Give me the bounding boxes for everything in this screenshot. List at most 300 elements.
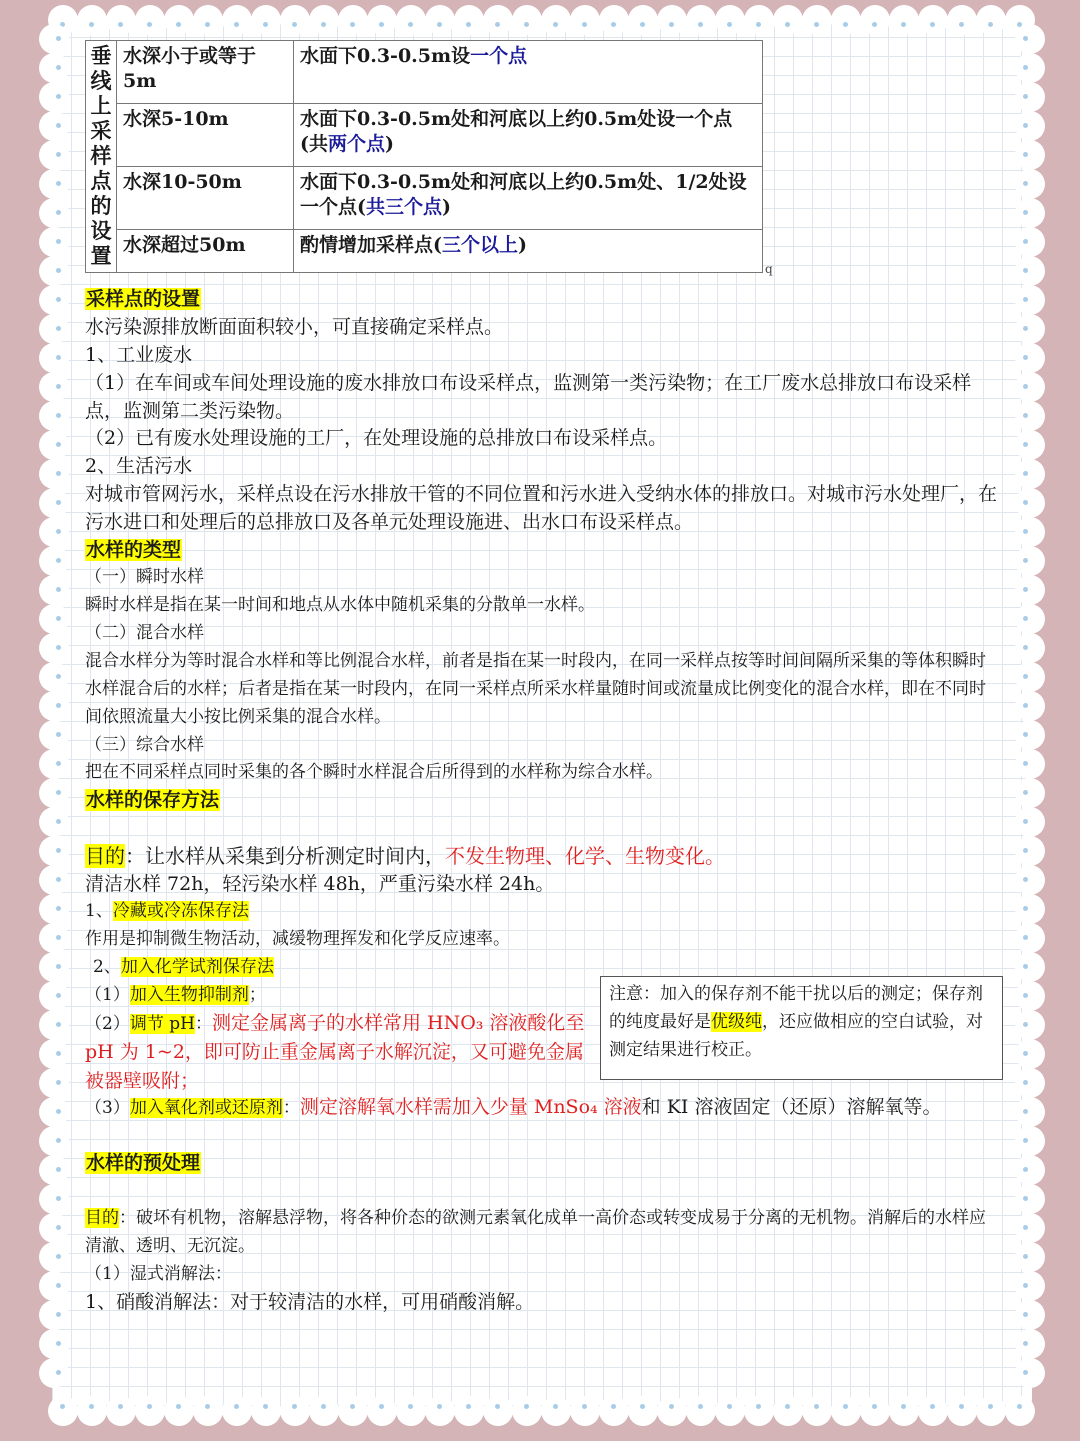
scallop-edge — [1015, 807, 1045, 837]
scallop-edge — [831, 5, 861, 35]
scallop-edge — [39, 1242, 69, 1272]
purpose-red: 不发生物理、化学、生物变化。 — [445, 844, 725, 868]
method-prefix: 2、 — [93, 957, 121, 977]
border-dot — [56, 645, 61, 650]
scallop-edge — [280, 1396, 310, 1426]
border-dot — [56, 703, 61, 708]
paragraph: 瞬时水样是指在某一时间和地点从水体中随机采集的分散单一水样。 — [85, 595, 595, 615]
border-dot — [495, 22, 500, 27]
vertical-label: 垂线上采样点的设置 — [86, 41, 117, 273]
border-dot — [56, 674, 61, 679]
point-text: 水面下0.3-0.5m处和河底以上约0.5m处、1/2处设一个点( — [300, 171, 747, 218]
point-tail: ) — [442, 196, 452, 218]
section-title-sampling-points — [85, 285, 201, 313]
border-dot — [379, 1404, 384, 1409]
border-dot — [1023, 645, 1028, 650]
scallop-edge — [512, 1396, 542, 1426]
border-dot — [263, 22, 268, 27]
border-dot — [56, 1225, 61, 1230]
scallop-edge — [39, 633, 69, 663]
scallop-edge — [1015, 1300, 1045, 1330]
scallop-edge — [744, 1396, 774, 1426]
border-dot — [56, 1022, 61, 1027]
border-dot — [1023, 1196, 1028, 1201]
scallop-edge — [918, 1396, 948, 1426]
border-dot — [1023, 790, 1028, 795]
subheading: 2、生活污水 — [85, 455, 193, 477]
table-row — [86, 167, 763, 230]
border-dot — [930, 22, 935, 27]
scallop-edge — [39, 1213, 69, 1243]
border-dot — [56, 819, 61, 824]
scallop-edge — [39, 256, 69, 286]
scallop-edge — [1015, 1329, 1045, 1359]
scallop-edge — [628, 5, 658, 35]
scallop-edge — [570, 5, 600, 35]
border-dot — [611, 22, 616, 27]
border-dot — [872, 22, 877, 27]
border-dot — [1023, 1167, 1028, 1172]
scallop-edge — [1015, 227, 1045, 257]
preservative-3 — [85, 1093, 941, 1122]
border-dot — [56, 413, 61, 418]
point-text: 水面下0.3-0.5m设 — [300, 45, 471, 67]
paragraph: 混合水样分为等时混合水样和等比例混合水样，前者是指在某一时段内，在同一采样点按等时间间隔所采集的等体积瞬时水样混合后的水样；后者是指在某一时段内，在同一采样点所采水样量随时间或流量成比例变化的混合水样，即在不同时间依照流量大小按比例采集的混合水样。 — [85, 651, 986, 727]
purpose-line — [85, 1204, 1000, 1260]
scallop-edge — [483, 1396, 513, 1426]
border-dot — [582, 22, 587, 27]
subheading: （1）湿式消解法： — [85, 1264, 232, 1284]
purpose-text: ：破坏有机物，溶解悬浮物，将各种价态的欲测元素氧化成单一高价态或转变成易于分离的无机物。消解后的水样应清澈、透明、无沉淀。 — [85, 1208, 986, 1256]
scallop-edge — [39, 372, 69, 402]
scallop-edge — [1015, 1068, 1045, 1098]
scallop-edge — [1015, 488, 1045, 518]
scallop-edge — [280, 5, 310, 35]
point-cell — [294, 230, 763, 273]
scallop-edge — [367, 1396, 397, 1426]
border-dot — [56, 993, 61, 998]
border-dot — [669, 22, 674, 27]
section-title-pretreatment — [85, 1149, 201, 1177]
scallop-edge — [1015, 256, 1045, 286]
border-dot — [466, 22, 471, 27]
scallop-edge — [39, 1184, 69, 1214]
scallop-edge — [976, 1396, 1006, 1426]
scallop-edge — [686, 1396, 716, 1426]
scallop-edge — [1015, 372, 1045, 402]
scallop-edge — [39, 1300, 69, 1330]
scallop-edge — [39, 807, 69, 837]
border-dot — [698, 22, 703, 27]
purpose-text: ：让水样从采集到分析测定时间内， — [125, 844, 445, 868]
border-dot — [408, 22, 413, 27]
border-dot — [56, 906, 61, 911]
paragraph: 清洁水样 72h，轻污染水样 48h，严重污染水样 24h。 — [85, 873, 555, 895]
border-dot — [408, 1404, 413, 1409]
border-dot — [56, 616, 61, 621]
scallop-edge — [193, 5, 223, 35]
border-dot — [1023, 587, 1028, 592]
border-dot — [56, 1312, 61, 1317]
paragraph: （1）在车间或车间处理设施的废水排放口布设采样点，监测第一类污染物；在工厂废水总排放口布设采样点，监测第二类污染物。 — [85, 372, 972, 422]
border-dot — [553, 22, 558, 27]
scallop-edge — [1015, 865, 1045, 895]
border-dot — [263, 1404, 268, 1409]
scallop-edge — [657, 1396, 687, 1426]
scallop-edge — [396, 1396, 426, 1426]
border-dot — [1023, 1254, 1028, 1259]
scallop-edge — [773, 1396, 803, 1426]
border-dot — [147, 1404, 152, 1409]
border-dot — [56, 210, 61, 215]
scallop-edge — [39, 82, 69, 112]
title-text: 水样的保存方法 — [86, 789, 220, 811]
scallop-edge — [1015, 111, 1045, 141]
border-dot — [1023, 1109, 1028, 1114]
border-dot — [727, 22, 732, 27]
scallop-edge — [39, 749, 69, 779]
scallop-edge — [1015, 1358, 1045, 1388]
depth-cell: 水深5-10m — [117, 104, 294, 167]
scallop-edge — [1015, 82, 1045, 112]
scallop-edge — [106, 5, 136, 35]
border-dot — [89, 1404, 94, 1409]
border-dot — [495, 1404, 500, 1409]
border-dot — [56, 790, 61, 795]
border-dot — [56, 1196, 61, 1201]
scallop-edge — [1015, 981, 1045, 1011]
border-dot — [1023, 906, 1028, 911]
method-2 — [93, 953, 274, 981]
border-dot — [292, 1404, 297, 1409]
border-dot — [466, 1404, 471, 1409]
border-dot — [988, 1404, 993, 1409]
scallop-edge — [1015, 140, 1045, 170]
scallop-edge — [918, 5, 948, 35]
scallop-edge — [1015, 604, 1045, 634]
scallop-edge — [541, 5, 571, 35]
border-dot — [350, 22, 355, 27]
border-dot — [56, 1051, 61, 1056]
section-title-sample-types — [85, 536, 182, 564]
border-dot — [611, 1404, 616, 1409]
point-text: 酌情增加采样点( — [300, 234, 442, 256]
scallop-edge — [1015, 169, 1045, 199]
border-dot — [56, 471, 61, 476]
title-text: 水样的预处理 — [86, 1152, 201, 1174]
border-dot — [321, 22, 326, 27]
scallop-edge — [39, 111, 69, 141]
scallop-edge — [628, 1396, 658, 1426]
border-dot — [350, 1404, 355, 1409]
border-dot — [1023, 355, 1028, 360]
border-dot — [56, 384, 61, 389]
scallop-edge — [1015, 24, 1045, 54]
border-dot — [727, 1404, 732, 1409]
border-dot — [1023, 297, 1028, 302]
scallop-edge — [39, 169, 69, 199]
table-row — [86, 104, 763, 167]
scallop-edge — [1005, 1396, 1035, 1426]
border-dot — [56, 1138, 61, 1143]
scallop-edge — [976, 5, 1006, 35]
scallop-edge — [483, 5, 513, 35]
scallop-edge — [715, 5, 745, 35]
point-tail: ) — [518, 234, 528, 256]
border-dot — [56, 558, 61, 563]
border-dot — [56, 326, 61, 331]
scallop-edge — [222, 5, 252, 35]
scallop-edge — [39, 459, 69, 489]
scallop-edge — [39, 604, 69, 634]
item-prefix: （3） — [85, 1098, 130, 1118]
scallop-edge — [338, 1396, 368, 1426]
scallop-edge — [39, 691, 69, 721]
border-dot — [56, 1167, 61, 1172]
border-dot — [1023, 442, 1028, 447]
scallop-edge — [1015, 1155, 1045, 1185]
border-dot — [437, 1404, 442, 1409]
scallop-edge — [512, 5, 542, 35]
border-dot — [1023, 529, 1028, 534]
border-dot — [1023, 152, 1028, 157]
border-dot — [118, 22, 123, 27]
subheading: （一）瞬时水样 — [85, 567, 204, 587]
border-dot — [56, 123, 61, 128]
border-dot — [56, 529, 61, 534]
scallop-edge — [1015, 894, 1045, 924]
scallop-edge — [570, 1396, 600, 1426]
scallop-edge — [222, 1396, 252, 1426]
scallop-edge — [39, 923, 69, 953]
scallop-edge — [802, 1396, 832, 1426]
purpose-label: 目的 — [85, 844, 125, 868]
scallop-edge — [39, 227, 69, 257]
scallop-edge — [39, 53, 69, 83]
scallop-edge — [1015, 633, 1045, 663]
border-dot — [176, 22, 181, 27]
point-cell — [294, 41, 763, 104]
scallop-edge — [164, 1396, 194, 1426]
scallop-edge — [39, 198, 69, 228]
scallop-edge — [39, 981, 69, 1011]
scallop-edge — [1015, 1271, 1045, 1301]
note-highlight: 优级纯 — [711, 1012, 762, 1032]
border-dot — [1023, 1138, 1028, 1143]
paragraph: 把在不同采样点同时采集的各个瞬时水样混合后所得到的水样称为综合水样。 — [85, 762, 663, 782]
border-dot — [1023, 732, 1028, 737]
border-dot — [56, 94, 61, 99]
border-dot — [56, 355, 61, 360]
border-dot — [785, 1404, 790, 1409]
scallop-edge — [39, 1271, 69, 1301]
point-text: 水面下0.3-0.5m处和河底以上约0.5m处设一个点(共 — [300, 108, 733, 155]
scallop-edge — [39, 1329, 69, 1359]
scallop-edge — [1015, 749, 1045, 779]
scallop-edge — [1015, 53, 1045, 83]
border-dot — [1023, 1312, 1028, 1317]
border-dot — [56, 935, 61, 940]
depth-cell: 水深小于或等于5m — [117, 41, 294, 104]
scallop-edge — [39, 285, 69, 315]
border-dot — [1023, 964, 1028, 969]
scallop-edge — [39, 314, 69, 344]
border-dot — [1023, 1225, 1028, 1230]
border-dot — [872, 1404, 877, 1409]
scallop-edge — [164, 5, 194, 35]
point-count: 三个以上 — [442, 234, 519, 256]
scallop-edge — [1015, 314, 1045, 344]
scallop-edge — [39, 24, 69, 54]
border-dot — [843, 22, 848, 27]
item-colon: ： — [194, 1014, 212, 1034]
method-prefix: 1、 — [85, 901, 113, 921]
scallop-edge — [1015, 285, 1045, 315]
scallop-edge — [135, 1396, 165, 1426]
scallop-edge — [454, 1396, 484, 1426]
scallop-edge — [39, 546, 69, 576]
border-dot — [56, 36, 61, 41]
border-dot — [1023, 616, 1028, 621]
border-dot — [814, 1404, 819, 1409]
scallop-edge — [425, 1396, 455, 1426]
border-dot — [56, 964, 61, 969]
border-dot — [176, 1404, 181, 1409]
scallop-edge — [39, 1010, 69, 1040]
scallop-edge — [1015, 546, 1045, 576]
border-dot — [959, 22, 964, 27]
scallop-edge — [1015, 1213, 1045, 1243]
border-dot — [56, 1254, 61, 1259]
border-dot — [60, 1404, 65, 1409]
scallop-edge — [744, 5, 774, 35]
scallop-edge — [599, 5, 629, 35]
paragraph: 作用是抑制微生物活动，减缓物理挥发和化学反应速率。 — [85, 929, 510, 949]
scallop-edge — [39, 343, 69, 373]
border-dot — [205, 1404, 210, 1409]
item-prefix: （1） — [85, 985, 130, 1005]
border-dot — [1023, 36, 1028, 41]
border-dot — [698, 1404, 703, 1409]
scallop-edge — [367, 5, 397, 35]
depth-cell: 水深超过50m — [117, 230, 294, 273]
preservative-1 — [85, 981, 266, 1009]
border-dot — [1023, 761, 1028, 766]
scallop-edge — [39, 488, 69, 518]
scallop-edge — [1015, 691, 1045, 721]
border-dot — [901, 1404, 906, 1409]
scallop-edge — [1015, 923, 1045, 953]
scallop-edge — [1015, 720, 1045, 750]
scallop-edge — [541, 1396, 571, 1426]
border-dot — [56, 1080, 61, 1085]
scallop-edge — [425, 5, 455, 35]
border-dot — [843, 1404, 848, 1409]
item-prefix: （2） — [85, 1014, 130, 1034]
note-box — [600, 976, 1003, 1080]
scallop-edge — [39, 662, 69, 692]
border-dot — [1023, 384, 1028, 389]
border-dot — [1023, 471, 1028, 476]
scallop-edge — [39, 720, 69, 750]
border-dot — [640, 22, 645, 27]
border-dot — [930, 1404, 935, 1409]
border-dot — [56, 848, 61, 853]
border-dot — [56, 1109, 61, 1114]
note-text-tail: ，还应做相应的空白试验，对测定结果进行校正。 — [609, 1012, 983, 1060]
scallop-edge — [39, 836, 69, 866]
title-text: 水样的类型 — [86, 539, 182, 561]
scallop-edge — [193, 1396, 223, 1426]
scallop-edge — [657, 5, 687, 35]
border-dot — [56, 442, 61, 447]
paragraph-mark: q — [765, 262, 773, 276]
border-dot — [56, 1341, 61, 1346]
scallop-edge — [599, 1396, 629, 1426]
border-dot — [1023, 558, 1028, 563]
sampling-depth-table — [85, 40, 763, 273]
scallop-edge — [1015, 1039, 1045, 1069]
purpose-label: 目的 — [85, 1208, 119, 1228]
border-dot — [1023, 1283, 1028, 1288]
border-dot — [321, 1404, 326, 1409]
border-dot — [56, 1283, 61, 1288]
border-dot — [524, 1404, 529, 1409]
scallop-edge — [860, 5, 890, 35]
item-tail: 和 KI 溶液固定（还原）溶解氧等。 — [641, 1096, 942, 1118]
border-dot — [56, 761, 61, 766]
scallop-edge — [39, 401, 69, 431]
section-title-preservation — [85, 786, 220, 814]
border-dot — [1023, 1370, 1028, 1375]
scallop-edge — [39, 1097, 69, 1127]
border-dot — [756, 22, 761, 27]
border-dot — [118, 1404, 123, 1409]
border-dot — [56, 65, 61, 70]
border-dot — [234, 1404, 239, 1409]
border-dot — [56, 1370, 61, 1375]
scallop-edge — [39, 952, 69, 982]
method-title: 冷藏或冷冻保存法 — [112, 901, 249, 921]
scallop-edge — [1015, 1010, 1045, 1040]
scallop-edge — [77, 5, 107, 35]
point-cell — [294, 104, 763, 167]
scallop-edge — [1015, 430, 1045, 460]
border-dot — [1023, 326, 1028, 331]
border-dot — [1023, 674, 1028, 679]
border-dot — [553, 1404, 558, 1409]
item-red-text: 测定金属离子的水样常用 HNO₃ 溶液酸化至 pH 为 1~2，即可防止重金属离子水解沉淀，又可避免金属被器壁吸附； — [85, 1012, 585, 1092]
paragraph: 1、硝酸消解法：对于较清洁的水样，可用硝酸消解。 — [85, 1291, 535, 1313]
scallop-edge — [39, 140, 69, 170]
border-dot — [56, 181, 61, 186]
table-row — [86, 41, 763, 104]
border-dot — [147, 22, 152, 27]
border-dot — [1023, 703, 1028, 708]
note-text: 注意：加入的保存剂不能干扰以后的测定；保存剂的纯度最好是 — [609, 984, 983, 1032]
scallop-edge — [39, 517, 69, 547]
border-dot — [292, 22, 297, 27]
scallop-edge — [338, 5, 368, 35]
scallop-edge — [309, 1396, 339, 1426]
border-dot — [1023, 181, 1028, 186]
border-dot — [234, 22, 239, 27]
scallop-edge — [715, 1396, 745, 1426]
border-dot — [1023, 1341, 1028, 1346]
method-1 — [85, 897, 249, 925]
border-dot — [1017, 1404, 1022, 1409]
scallop-edge — [1015, 343, 1045, 373]
